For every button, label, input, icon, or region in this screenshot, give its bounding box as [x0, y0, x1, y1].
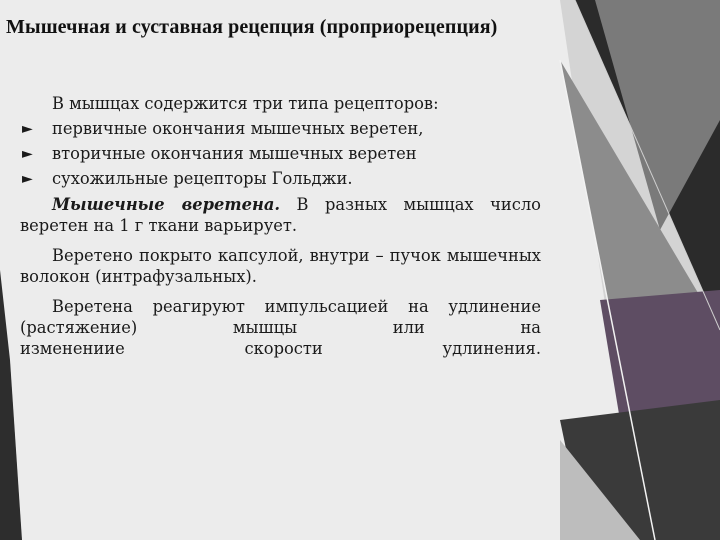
left-dark-wedge — [0, 270, 22, 540]
slide-title: Мышечная и суставная рецепция (проприорецепция) — [6, 16, 498, 38]
list-item — [20, 168, 541, 189]
receptor-list — [20, 118, 541, 189]
slide-body — [20, 93, 541, 368]
list-item-text: вторичные окончания мышечных веретен — [52, 144, 417, 163]
paragraph-capsule: Веретено покрыто капсулой, внутри – пучок мышечных волокон (интрафузальных). — [20, 246, 541, 286]
intro-text: В мышцах содержится три типа рецепторов: — [52, 94, 439, 113]
right-triangle-bullet-icon: ► — [22, 121, 33, 137]
right-triangle-bullet-icon: ► — [22, 146, 33, 162]
list-item — [20, 143, 541, 164]
right-triangle-bullet-icon: ► — [22, 171, 33, 187]
paragraph-text: Веретена реагируют импульсацией на удлинение (растяжение) мышцы или на — [20, 297, 541, 337]
emphasis-text: Мышечные веретена. — [52, 195, 281, 214]
paragraph-tail: изменениие скорости удлинения. — [20, 339, 541, 358]
list-item-text: сухожильные рецепторы Гольджи. — [52, 169, 353, 188]
paragraph-spindles — [20, 194, 541, 236]
list-item — [20, 118, 541, 139]
paragraph-response — [20, 296, 541, 359]
paragraph-text: В разных мышцах число веретен на 1 г ткани варьирует. — [20, 195, 541, 235]
list-item-text: первичные окончания мышечных веретен, — [52, 119, 424, 138]
